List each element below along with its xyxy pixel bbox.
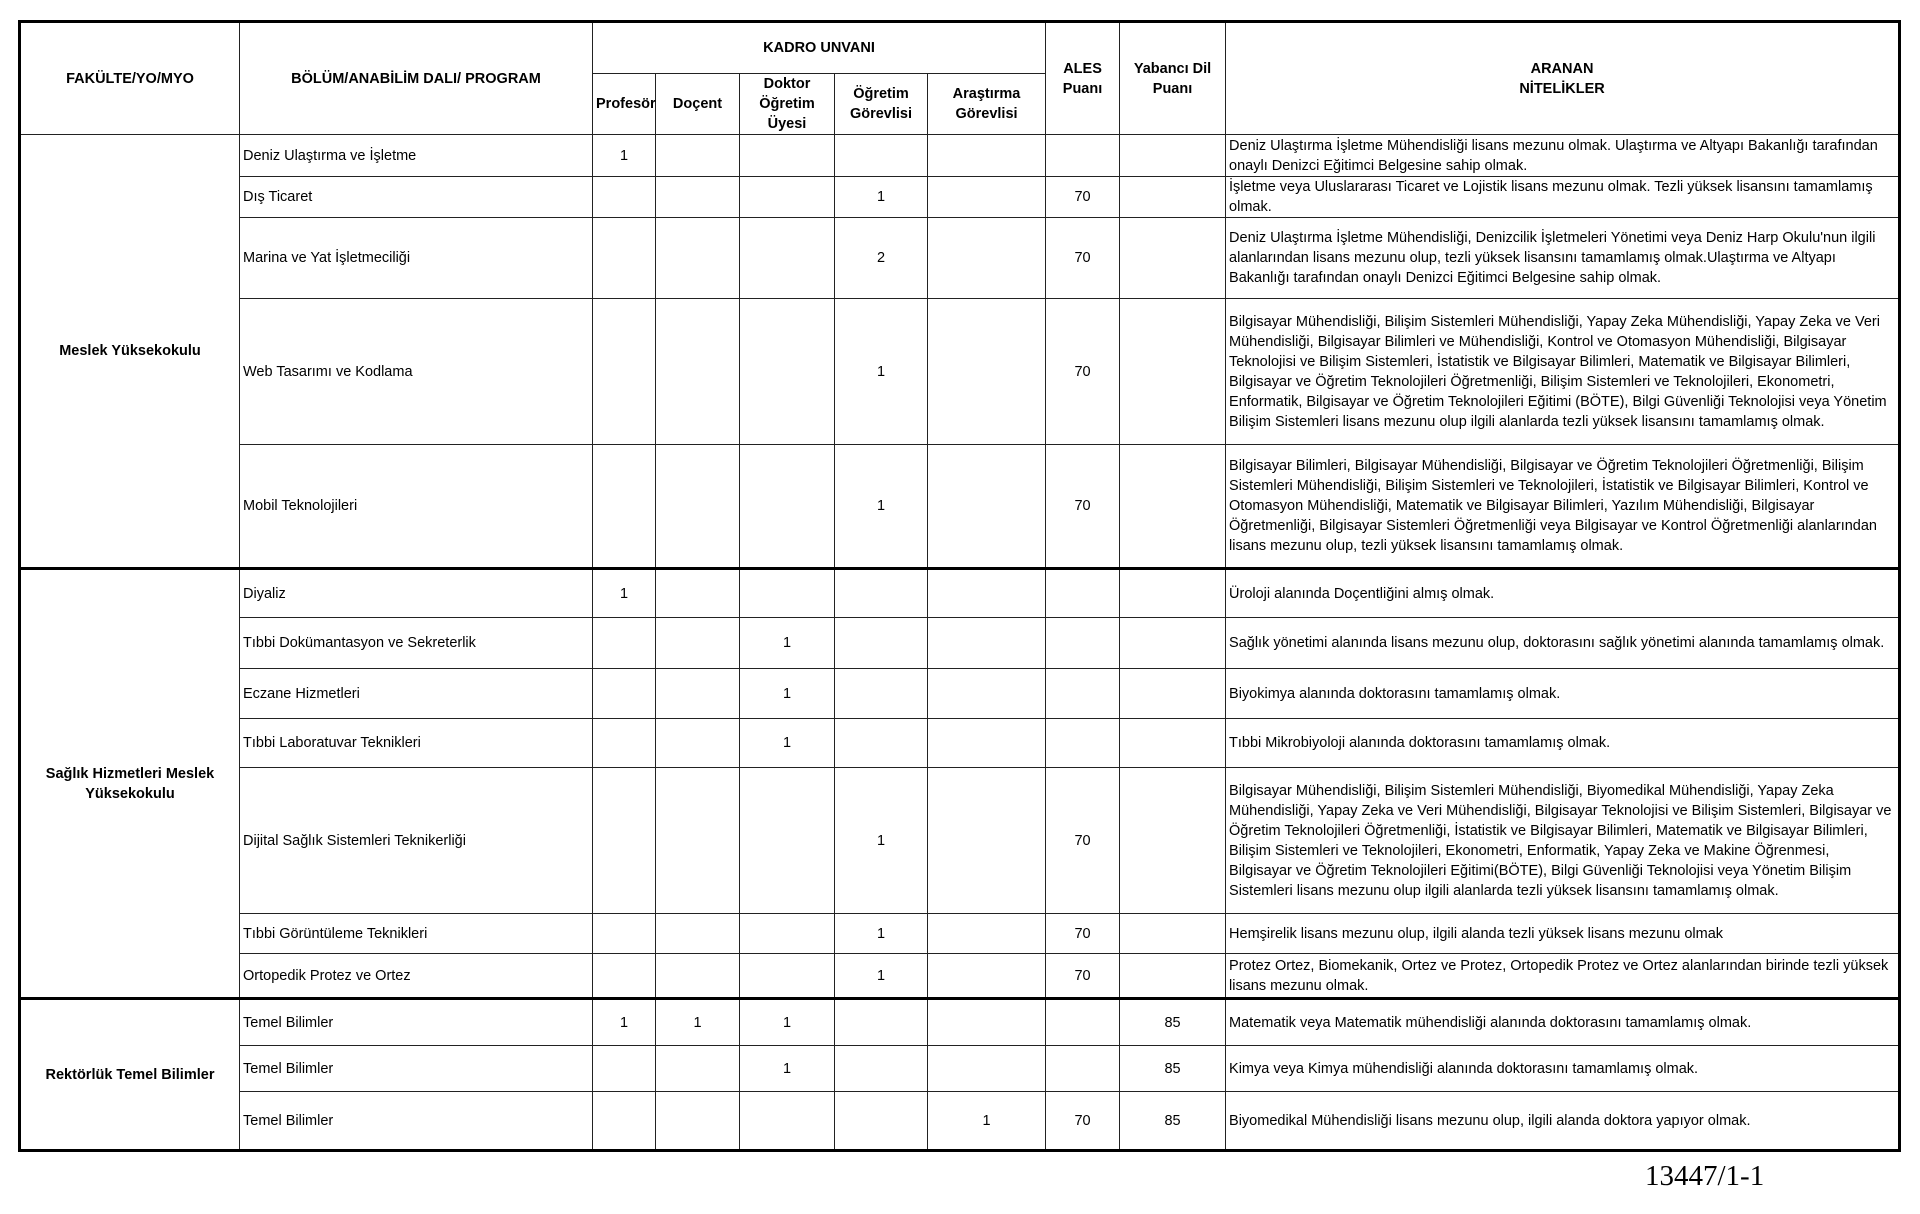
table-row — [20, 1092, 1900, 1151]
ales-cell: 70 — [1046, 218, 1120, 299]
ogretim-gorevlisi-cell: 1 — [835, 177, 928, 218]
dr-ogretim-uyesi-cell — [740, 1092, 835, 1151]
aranan-nitelikler-cell: Matematik veya Matematik mühendisliği alanında doktorasını tamamlamış olmak. — [1226, 999, 1900, 1046]
profesor-cell — [593, 177, 656, 218]
aranan-nitelikler-cell: Bilgisayar Mühendisliği, Bilişim Sistemleri Mühendisliği, Yapay Zeka Mühendisliği, Yapay Zeka ve Veri Mühendisliği, Bilgisayar Bilimleri ve Mühendisliği, Kontrol ve Otomasyon Mühendisliği, Bilgisayar Teknolojisi ve Bilişim Sistemleri, İstatistik ve Bilgisayar Bilimleri, Matematik ve Bilgisayar Bilimleri, Bilgisayar ve Öğretim Teknolojileri Öğretmenliği, Bilişim Sistemleri ve Teknolojileri, Ekonometri, Enformatik, Bilgisayar ve Öğretim Teknolojileri Eğitimi (BÖTE), Bilgi Güvenliği Teknolojisi veya Yönetim Bilişim Sistemleri lisans mezunu olup ilgili alanlarda tezli yüksek lisansını tamamlamış olmak. — [1226, 299, 1900, 445]
docent-cell — [656, 177, 740, 218]
arastirma-gorevlisi-cell — [928, 618, 1046, 669]
docent-cell — [656, 768, 740, 914]
table-row — [20, 768, 1900, 914]
ogretim-gorevlisi-cell — [835, 669, 928, 719]
docent-cell — [656, 218, 740, 299]
yabanci-dil-cell — [1120, 569, 1226, 618]
dr-ogretim-uyesi-cell — [740, 569, 835, 618]
faculty-cell: Rektörlük Temel Bilimler — [20, 999, 240, 1151]
profesor-cell: 1 — [593, 999, 656, 1046]
arastirma-gorevlisi-cell: 1 — [928, 1092, 1046, 1151]
table-row — [20, 914, 1900, 954]
program-cell: Temel Bilimler — [240, 1046, 593, 1092]
ogretim-gorevlisi-cell — [835, 999, 928, 1046]
program-cell: Temel Bilimler — [240, 999, 593, 1046]
docent-cell — [656, 1046, 740, 1092]
ales-cell: 70 — [1046, 954, 1120, 999]
program-cell: Tıbbi Görüntüleme Teknikleri — [240, 914, 593, 954]
profesor-cell — [593, 1092, 656, 1151]
table-row — [20, 135, 1900, 177]
ales-cell — [1046, 669, 1120, 719]
program-cell: Dijital Sağlık Sistemleri Teknikerliği — [240, 768, 593, 914]
header-docent: Doçent — [656, 74, 740, 135]
header-faculty: FAKÜLTE/YO/MYO — [20, 22, 240, 135]
header-arastirma-gorevlisi: Araştırma Görevlisi — [928, 74, 1046, 135]
aranan-nitelikler-cell: Biyokimya alanında doktorasını tamamlamış olmak. — [1226, 669, 1900, 719]
dr-ogretim-uyesi-cell — [740, 135, 835, 177]
ogretim-gorevlisi-cell: 1 — [835, 299, 928, 445]
table-row — [20, 569, 1900, 618]
yabanci-dil-cell — [1120, 719, 1226, 768]
table-row — [20, 999, 1900, 1046]
table-header — [20, 22, 1900, 135]
arastirma-gorevlisi-cell — [928, 999, 1046, 1046]
header-yabanci-dil: Yabancı Dil Puanı — [1120, 22, 1226, 135]
table-row — [20, 719, 1900, 768]
docent-cell: 1 — [656, 999, 740, 1046]
table-row — [20, 954, 1900, 999]
aranan-nitelikler-cell: Tıbbi Mikrobiyoloji alanında doktorasını tamamlamış olmak. — [1226, 719, 1900, 768]
program-cell: Ortopedik Protez ve Ortez — [240, 954, 593, 999]
profesor-cell: 1 — [593, 135, 656, 177]
ogretim-gorevlisi-cell — [835, 569, 928, 618]
profesor-cell: 1 — [593, 569, 656, 618]
ogretim-gorevlisi-cell: 1 — [835, 914, 928, 954]
ogretim-gorevlisi-cell: 2 — [835, 218, 928, 299]
yabanci-dil-cell — [1120, 299, 1226, 445]
header-aranan-line2: NİTELİKLER — [1519, 80, 1605, 97]
dr-ogretim-uyesi-cell: 1 — [740, 618, 835, 669]
table-row — [20, 445, 1900, 569]
yabanci-dil-cell — [1120, 669, 1226, 719]
program-cell: Web Tasarımı ve Kodlama — [240, 299, 593, 445]
docent-cell — [656, 445, 740, 569]
yabanci-dil-cell — [1120, 445, 1226, 569]
header-aranan-nitelikler — [1226, 22, 1900, 135]
ales-cell: 70 — [1046, 299, 1120, 445]
ogretim-gorevlisi-cell — [835, 135, 928, 177]
arastirma-gorevlisi-cell — [928, 177, 1046, 218]
aranan-nitelikler-cell: Üroloji alanında Doçentliğini almış olmak. — [1226, 569, 1900, 618]
ales-cell — [1046, 135, 1120, 177]
profesor-cell — [593, 218, 656, 299]
table-row — [20, 618, 1900, 669]
header-aranan-line1: ARANAN — [1530, 60, 1594, 77]
yabanci-dil-cell — [1120, 135, 1226, 177]
document-number: 13447/1-1 — [1645, 1160, 1765, 1192]
arastirma-gorevlisi-cell — [928, 218, 1046, 299]
dr-ogretim-uyesi-cell — [740, 445, 835, 569]
table-row — [20, 669, 1900, 719]
ales-cell: 70 — [1046, 914, 1120, 954]
docent-cell — [656, 135, 740, 177]
dr-ogretim-uyesi-cell — [740, 954, 835, 999]
yabanci-dil-cell: 85 — [1120, 1092, 1226, 1151]
program-cell: Dış Ticaret — [240, 177, 593, 218]
ales-cell: 70 — [1046, 1092, 1120, 1151]
aranan-nitelikler-cell: Protez Ortez, Biomekanik, Ortez ve Protez, Ortopedik Protez ve Ortez alanlarından birinde tezli yüksek lisans mezunu olmak. — [1226, 954, 1900, 999]
docent-cell — [656, 669, 740, 719]
ales-cell — [1046, 569, 1120, 618]
arastirma-gorevlisi-cell — [928, 768, 1046, 914]
profesor-cell — [593, 299, 656, 445]
docent-cell — [656, 1092, 740, 1151]
dr-ogretim-uyesi-cell — [740, 768, 835, 914]
header-kadro-unvani: KADRO UNVANI — [593, 22, 1046, 74]
dr-ogretim-uyesi-cell: 1 — [740, 719, 835, 768]
yabanci-dil-cell — [1120, 914, 1226, 954]
ales-cell — [1046, 719, 1120, 768]
ales-cell: 70 — [1046, 177, 1120, 218]
docent-cell — [656, 618, 740, 669]
aranan-nitelikler-cell: Sağlık yönetimi alanında lisans mezunu olup, doktorasını sağlık yönetimi alanında tamamlamış olmak. — [1226, 618, 1900, 669]
program-cell: Diyaliz — [240, 569, 593, 618]
header-ogretim-gorevlisi: Öğretim Görevlisi — [835, 74, 928, 135]
arastirma-gorevlisi-cell — [928, 954, 1046, 999]
yabanci-dil-cell: 85 — [1120, 1046, 1226, 1092]
profesor-cell — [593, 669, 656, 719]
ales-cell — [1046, 999, 1120, 1046]
faculty-cell: Meslek Yüksekokulu — [20, 135, 240, 569]
dr-ogretim-uyesi-cell: 1 — [740, 1046, 835, 1092]
table-body — [20, 135, 1900, 1151]
ales-cell: 70 — [1046, 445, 1120, 569]
table-row — [20, 299, 1900, 445]
header-profesor: Profesör — [593, 74, 656, 135]
yabanci-dil-cell — [1120, 618, 1226, 669]
profesor-cell — [593, 1046, 656, 1092]
ogretim-gorevlisi-cell: 1 — [835, 954, 928, 999]
dr-ogretim-uyesi-cell — [740, 218, 835, 299]
program-cell: Mobil Teknolojileri — [240, 445, 593, 569]
ogretim-gorevlisi-cell: 1 — [835, 768, 928, 914]
aranan-nitelikler-cell: Deniz Ulaştırma İşletme Mühendisliği lisans mezunu olmak. Ulaştırma ve Altyapı Bakanlığı tarafından onaylı Denizci Eğitimci Belgesine sahip olmak. — [1226, 135, 1900, 177]
program-cell: Eczane Hizmetleri — [240, 669, 593, 719]
kadro-table — [18, 20, 1901, 1152]
docent-cell — [656, 299, 740, 445]
aranan-nitelikler-cell: Hemşirelik lisans mezunu olup, ilgili alanda tezli yüksek lisans mezunu olmak — [1226, 914, 1900, 954]
header-dr-ogretim-uyesi: Doktor Öğretim Üyesi — [740, 74, 835, 135]
profesor-cell — [593, 914, 656, 954]
aranan-nitelikler-cell: Bilgisayar Bilimleri, Bilgisayar Mühendisliği, Bilgisayar ve Öğretim Teknolojileri Öğretmenliği, Bilişim Sistemleri Mühendisliği, Bilişim Sistemleri ve Teknolojileri, İstatistik ve Bilgisayar Bilimleri, Kontrol ve Otomasyon Mühendisliği, Matematik ve Bilgisayar Bilimleri, Yazılım Mühendisliği, Bilgisayar Öğretmenliği, Bilgisayar Sistemleri Öğretmenliği veya Bilgisayar ve Kontrol Öğretmenliği alanlarından lisans mezunu olup, tezli yüksek lisansını tamamlamış olmak. — [1226, 445, 1900, 569]
ales-cell — [1046, 618, 1120, 669]
program-cell: Temel Bilimler — [240, 1092, 593, 1151]
dr-ogretim-uyesi-cell — [740, 299, 835, 445]
ogretim-gorevlisi-cell: 1 — [835, 445, 928, 569]
aranan-nitelikler-cell: İşletme veya Uluslararası Ticaret ve Lojistik lisans mezunu olmak. Tezli yüksek lisansını tamamlamış olmak. — [1226, 177, 1900, 218]
ogretim-gorevlisi-cell — [835, 719, 928, 768]
dr-ogretim-uyesi-cell — [740, 914, 835, 954]
faculty-cell: Sağlık Hizmetleri Meslek Yüksekokulu — [20, 569, 240, 999]
ogretim-gorevlisi-cell — [835, 1046, 928, 1092]
profesor-cell — [593, 618, 656, 669]
table-row — [20, 177, 1900, 218]
profesor-cell — [593, 954, 656, 999]
docent-cell — [656, 954, 740, 999]
profesor-cell — [593, 768, 656, 914]
arastirma-gorevlisi-cell — [928, 299, 1046, 445]
ogretim-gorevlisi-cell — [835, 1092, 928, 1151]
program-cell: Marina ve Yat İşletmeciliği — [240, 218, 593, 299]
program-cell: Tıbbi Dokümantasyon ve Sekreterlik — [240, 618, 593, 669]
docent-cell — [656, 719, 740, 768]
dr-ogretim-uyesi-cell: 1 — [740, 999, 835, 1046]
yabanci-dil-cell: 85 — [1120, 999, 1226, 1046]
arastirma-gorevlisi-cell — [928, 719, 1046, 768]
arastirma-gorevlisi-cell — [928, 669, 1046, 719]
ales-cell — [1046, 1046, 1120, 1092]
arastirma-gorevlisi-cell — [928, 914, 1046, 954]
yabanci-dil-cell — [1120, 768, 1226, 914]
docent-cell — [656, 914, 740, 954]
yabanci-dil-cell — [1120, 954, 1226, 999]
header-program: BÖLÜM/ANABİLİM DALI/ PROGRAM — [240, 22, 593, 135]
aranan-nitelikler-cell: Bilgisayar Mühendisliği, Bilişim Sistemleri Mühendisliği, Biyomedikal Mühendisliği, Yapay Zeka Mühendisliği, Yapay Zeka ve Veri Mühendisliği, Bilgisayar Teknolojisi ve Bilişim Sistemleri, Bilgisayar ve Öğretim Teknolojileri Öğretmenliği, İstatistik ve Bilgisayar Bilimleri, Matematik ve Bilgisayar Bilimleri, Bilişim Sistemleri ve Teknolojileri, Ekonometri, Enformatik, Yapay Zeka ve Makine Öğrenmesi, Bilgisayar ve Öğretim Teknolojileri Eğitimi(BÖTE), Bilgi Güvenliği Teknolojisi veya Yönetim Bilişim Sistemleri lisans mezunu olup ilgili alanlarda tezli yüksek lisansını tamamlamış olmak. — [1226, 768, 1900, 914]
arastirma-gorevlisi-cell — [928, 1046, 1046, 1092]
ales-cell: 70 — [1046, 768, 1120, 914]
program-cell: Deniz Ulaştırma ve İşletme — [240, 135, 593, 177]
dr-ogretim-uyesi-cell — [740, 177, 835, 218]
program-cell: Tıbbi Laboratuvar Teknikleri — [240, 719, 593, 768]
profesor-cell — [593, 445, 656, 569]
dr-ogretim-uyesi-cell: 1 — [740, 669, 835, 719]
arastirma-gorevlisi-cell — [928, 445, 1046, 569]
aranan-nitelikler-cell: Deniz Ulaştırma İşletme Mühendisliği, Denizcilik İşletmeleri Yönetimi veya Deniz Harp Okulu'nun ilgili alanlarından lisans mezunu olup, tezli yüksek lisansını tamamlamış olmak.Ulaştırma ve Altyapı Bakanlığı tarafından onaylı Denizci Eğitimci Belgesine sahip olmak. — [1226, 218, 1900, 299]
arastirma-gorevlisi-cell — [928, 569, 1046, 618]
ogretim-gorevlisi-cell — [835, 618, 928, 669]
docent-cell — [656, 569, 740, 618]
header-ales: ALES Puanı — [1046, 22, 1120, 135]
arastirma-gorevlisi-cell — [928, 135, 1046, 177]
yabanci-dil-cell — [1120, 177, 1226, 218]
table-row — [20, 218, 1900, 299]
profesor-cell — [593, 719, 656, 768]
yabanci-dil-cell — [1120, 218, 1226, 299]
aranan-nitelikler-cell: Kimya veya Kimya mühendisliği alanında doktorasını tamamlamış olmak. — [1226, 1046, 1900, 1092]
aranan-nitelikler-cell: Biyomedikal Mühendisliği lisans mezunu olup, ilgili alanda doktora yapıyor olmak. — [1226, 1092, 1900, 1151]
table-row — [20, 1046, 1900, 1092]
